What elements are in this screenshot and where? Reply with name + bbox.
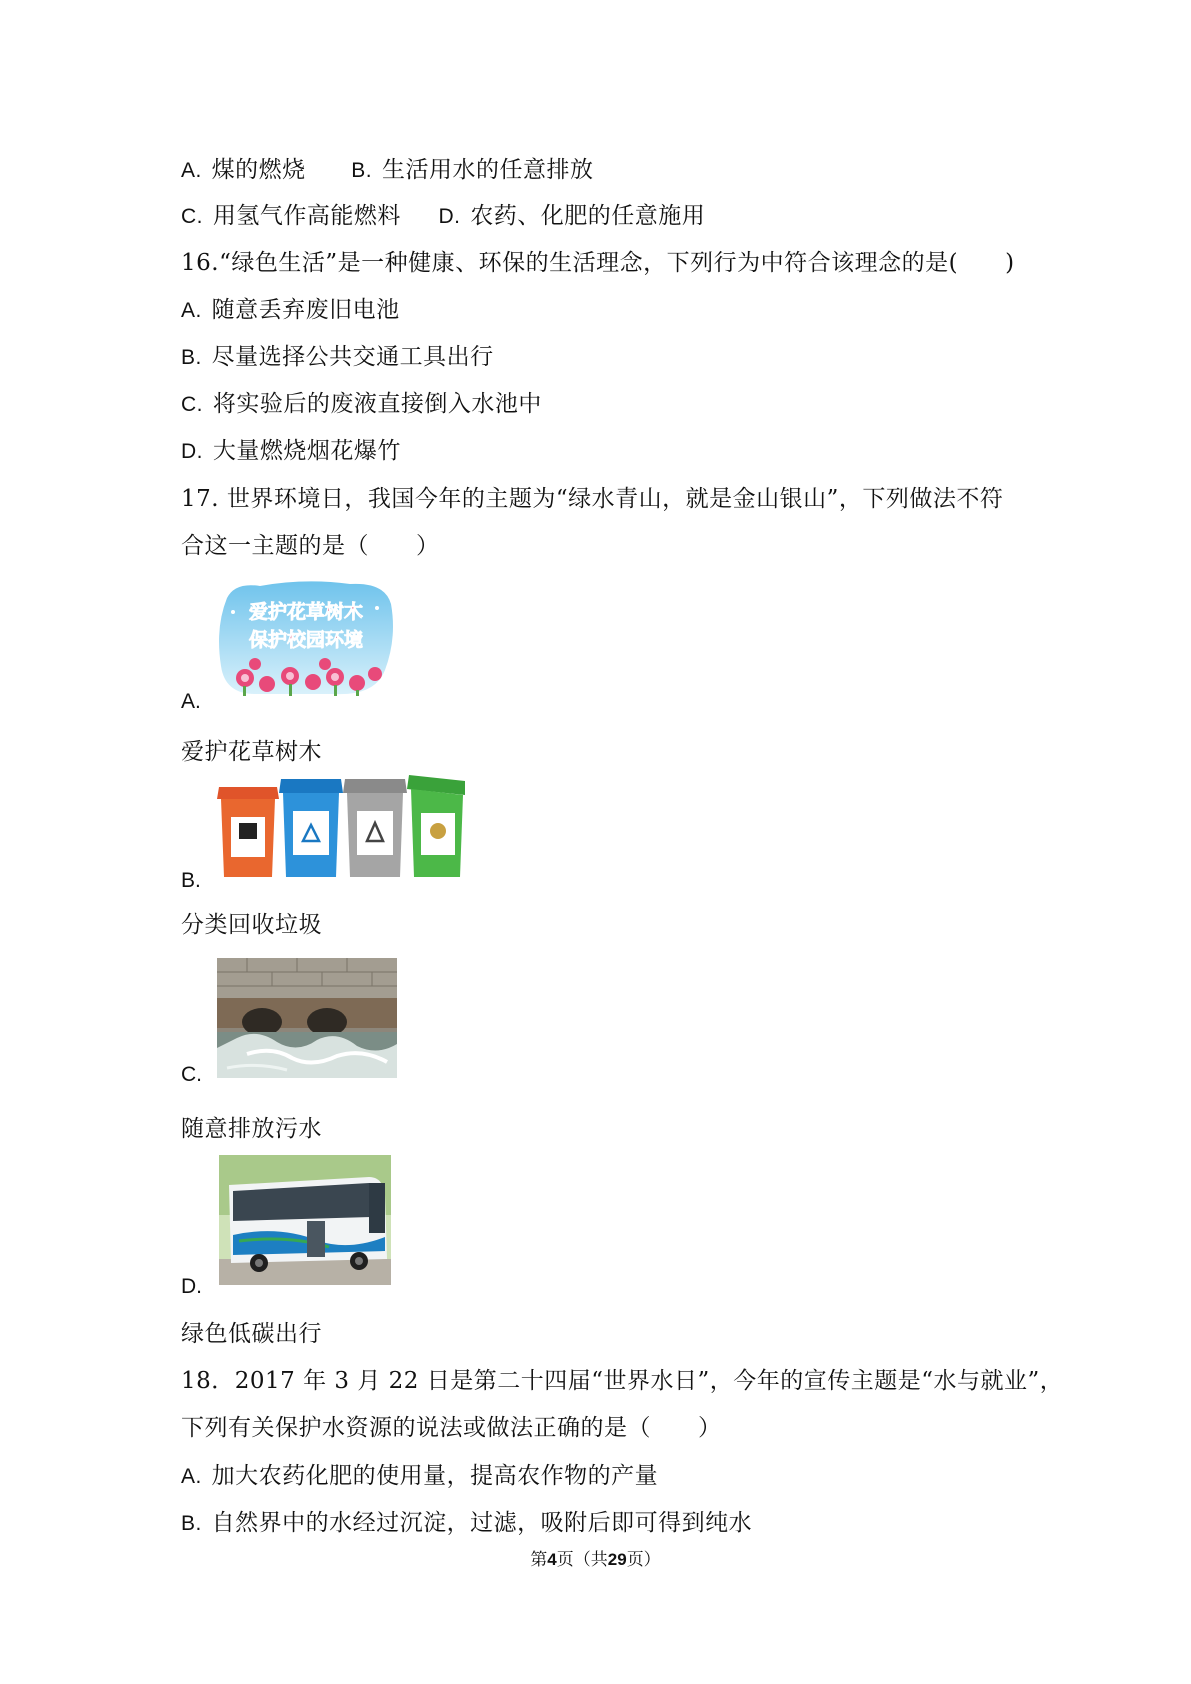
banner-flowers-picture	[215, 578, 397, 702]
option-letter: D.	[181, 440, 203, 463]
recycling-bins-illustration	[217, 773, 467, 881]
q18-stem-line-2: 下列有关保护水资源的说法或做法正确的是（ ）	[181, 1415, 722, 1441]
option-text: 煤的燃烧	[211, 157, 306, 183]
option-text: 农药、化肥的任意施用	[470, 203, 706, 229]
bin-blue	[279, 779, 343, 877]
sewage-outfall-picture	[217, 958, 397, 1078]
option-letter: D.	[438, 205, 461, 228]
bin-red	[217, 787, 279, 877]
option-text: 自然界中的水经过沉淀，过滤，吸附后即可得到纯水	[211, 1510, 753, 1536]
q17-option-a-caption: 爱护花草树木	[181, 739, 322, 765]
option-letter: B.	[181, 1512, 202, 1535]
option-text: 加大农药化肥的使用量，提高农作物的产量	[211, 1463, 659, 1489]
footer-suffix: 页）	[626, 1550, 661, 1570]
q16-option-c	[181, 389, 542, 420]
banner-text-line-1: 爱护花草树木	[248, 601, 364, 623]
q17-option-c-caption: 随意排放污水	[181, 1116, 322, 1142]
option-text: 随意丢弃废旧电池	[211, 297, 400, 323]
bin-gray	[343, 779, 407, 877]
option-text: 生活用水的任意排放	[381, 157, 594, 183]
q16-option-d	[181, 436, 401, 467]
q17-option-d-letter: D.	[181, 1275, 202, 1298]
q16-option-b	[181, 342, 494, 373]
q16-option-a	[181, 295, 400, 326]
footer-middle: 页（共	[556, 1550, 608, 1570]
q17-option-d-caption: 绿色低碳出行	[181, 1321, 322, 1347]
option-letter: B.	[181, 346, 202, 369]
option-text: 大量燃烧烟花爆竹	[212, 438, 401, 464]
q15-options-row-2	[181, 201, 705, 232]
q17-stem-line-1: 17. 世界环境日，我国今年的主题为“绿水青山，就是金山银山”，下列做法不符	[181, 486, 1004, 512]
footer-prefix: 第	[530, 1550, 548, 1570]
footer-page-number: 4	[547, 1550, 557, 1569]
bus-illustration	[219, 1155, 391, 1285]
option-letter: A.	[181, 159, 202, 182]
q18-stem-line-1: 18．2017 年 3 月 22 日是第二十四届“世界水日”，今年的宣传主题是“水与就业”，	[181, 1368, 1064, 1394]
sewage-outfall-illustration	[217, 958, 397, 1078]
q18-option-b	[181, 1508, 752, 1539]
option-letter: C.	[181, 393, 203, 416]
option-letter: A.	[181, 1465, 202, 1488]
option-text: 尽量选择公共交通工具出行	[211, 344, 494, 370]
q18-option-a	[181, 1461, 658, 1492]
q15-options-row-1	[181, 155, 593, 186]
recycling-bins-picture	[217, 773, 467, 881]
page-footer	[0, 1545, 1191, 1570]
footer-total-pages: 29	[607, 1550, 627, 1569]
option-letter: B.	[351, 159, 373, 182]
q16-stem: 16.“绿色生活”是一种健康、环保的生活理念，下列行为中符合该理念的是( )	[181, 250, 1015, 276]
q17-option-a-letter: A.	[181, 690, 201, 713]
option-text: 将实验后的废液直接倒入水池中	[212, 391, 542, 417]
option-letter: A.	[181, 299, 202, 322]
option-letter: C.	[181, 205, 203, 228]
q17-stem-line-2: 合这一主题的是（ ）	[181, 533, 440, 559]
q17-option-b-letter: B.	[181, 869, 201, 892]
q17-option-c-letter: C.	[181, 1063, 202, 1086]
banner-flowers-illustration	[215, 578, 397, 702]
bin-green	[407, 775, 465, 877]
option-text: 用氢气作高能燃料	[212, 203, 401, 229]
q17-option-b-caption: 分类回收垃圾	[181, 912, 322, 938]
bus-picture	[219, 1155, 391, 1285]
banner-text-line-2: 保护校园环境	[248, 629, 364, 651]
